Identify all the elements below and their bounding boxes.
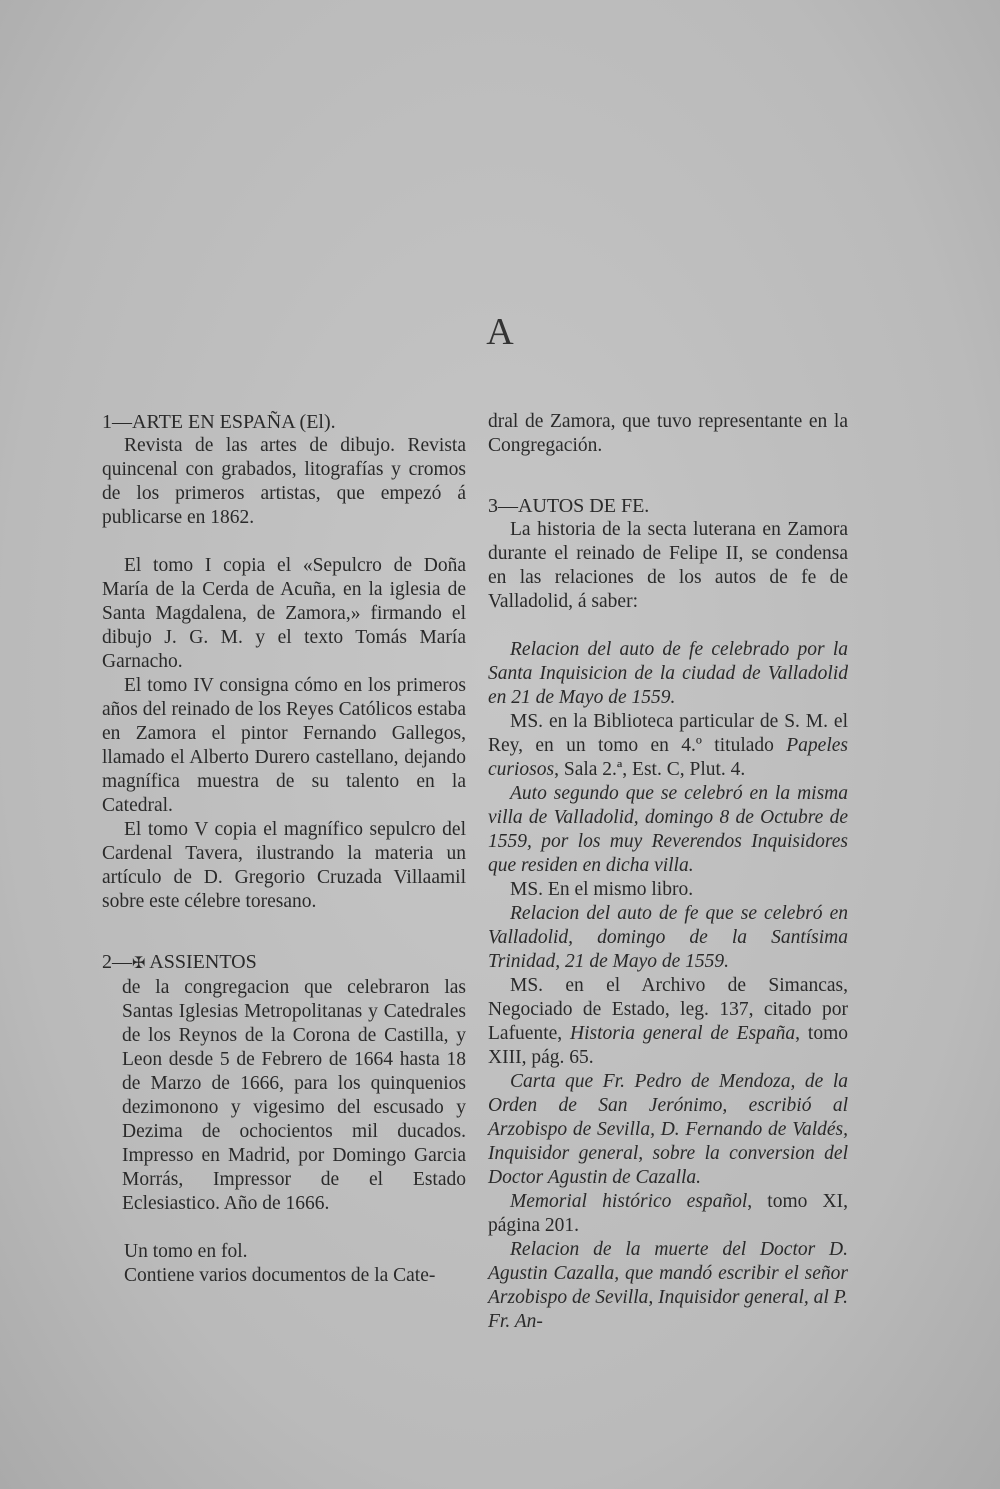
entry-2-title [102, 950, 466, 976]
right-column [488, 410, 848, 1334]
reference-title: Relacion de la muerte del Doctor D. Agustin Cazalla, que mandó escribir el señor Arzobispo de Sevilla, Inquisidor general, al P. Fr. An- [488, 1239, 848, 1332]
entry-2-paragraph: Contiene varios documentos de la Cate- [124, 1265, 436, 1286]
reference-source-text: MS. en la Biblioteca particular de S. M. el Rey, en un tomo en 4.º titulado [488, 711, 848, 756]
entry-2-heading: ASSIENTOS [145, 951, 257, 973]
left-column [102, 410, 466, 1288]
reference-source-text: , tomo XIII, pág. 65. [488, 1023, 848, 1068]
reference-source-text: MS. en el Archivo de Simancas, Negociado de Estado, leg. 137, citado por Lafuente, [488, 975, 848, 1044]
entry-1-paragraph: El tomo IV consigna cómo en los primeros años del reinado de los Reyes Católicos estaba en Zamora el pintor Fernando Gallegos, llamado el Alberto Durero castellano, dejando magnífica muestra de su talento en la Catedral. [102, 675, 466, 816]
section-letter: A [486, 311, 514, 353]
reference-title: Carta que Fr. Pedro de Mendoza, de la Orden de San Jerónimo, escribió al Arzobispo de Sevilla, D. Fernando de Valdés, Inquisidor general, sobre la conversion del Doctor Agustin de Cazalla. [488, 1071, 848, 1188]
reference-source-text: , Sala 2.ª, Est. C, Plut. 4. [554, 759, 746, 780]
entry-2-paragraph: Un tomo en fol. [124, 1241, 248, 1262]
reference-source [488, 1190, 848, 1238]
reference-source [488, 974, 848, 1070]
entry-1-paragraph: El tomo V copia el magnífico sepulcro del Cardenal Tavera, ilustrando la materia un artículo de D. Gregorio Cruzada Villaamil sobre este célebre toresano. [102, 819, 466, 912]
reference-source-title: Papeles curiosos [488, 735, 848, 780]
reference-source-title: Historia general de España [570, 1023, 796, 1044]
entry-2-paragraph: de la congregacion que celebraron las Santas Iglesias Metropolitanas y Catedrales de los Reynos de la Corona de Castilla, y Leon desde 5 de Febrero de 1664 hasta 18 de Marzo de 1666, para los quinquenios dezimonono y vigesimo del escusado y Dezima de ochocientos mil ducados. Impresso en Madrid, por Domingo Garcia Morrás, Impressor de el Estado Eclesiastico. Año de 1666. [122, 977, 466, 1214]
cross-icon: ✠ [132, 955, 146, 972]
entry-1-title: 1—ARTE EN ESPAÑA (El). [102, 411, 336, 433]
reference-source-title: Memorial histórico español [510, 1191, 748, 1212]
reference-source: MS. En el mismo libro. [510, 879, 694, 900]
reference-source [488, 710, 848, 782]
reference-source-text: , tomo XI, página 201. [488, 1191, 848, 1236]
entry-1-paragraph: Revista de las artes de dibujo. Revista quincenal con grabados, litografías y cromos de los primeros artistas, que empezó á publicarse en 1862. [102, 435, 466, 528]
reference-title: Auto segundo que se celebró en la misma villa de Valladolid, domingo 8 de Octubre de 1559, por los muy Reverendos Inquisidores que residen en dicha villa. [488, 783, 848, 876]
entry-2-number: 2— [102, 951, 132, 973]
continuation-paragraph: dral de Zamora, que tuvo representante en la Congregación. [488, 411, 848, 456]
entry-3-paragraph: La historia de la secta luterana en Zamora durante el reinado de Felipe II, se condensa en las relaciones de los autos de fe de Valladolid, á saber: [488, 519, 848, 612]
entry-3-title: 3—AUTOS DE FE. [488, 495, 650, 517]
reference-title: Relacion del auto de fe celebrado por la Santa Inquisicion de la ciudad de Valladolid en 21 de Mayo de 1559. [488, 639, 848, 708]
entry-1-paragraph: El tomo I copia el «Sepulcro de Doña María de la Cerda de Acuña, en la iglesia de Santa Magdalena, de Zamora,» firmando el dibujo J. G. M. y el texto Tomás María Garnacho. [102, 555, 466, 672]
reference-title: Relacion del auto de fe que se celebró en Valladolid, domingo de la Santísima Trinidad, 21 de Mayo de 1559. [488, 903, 848, 972]
